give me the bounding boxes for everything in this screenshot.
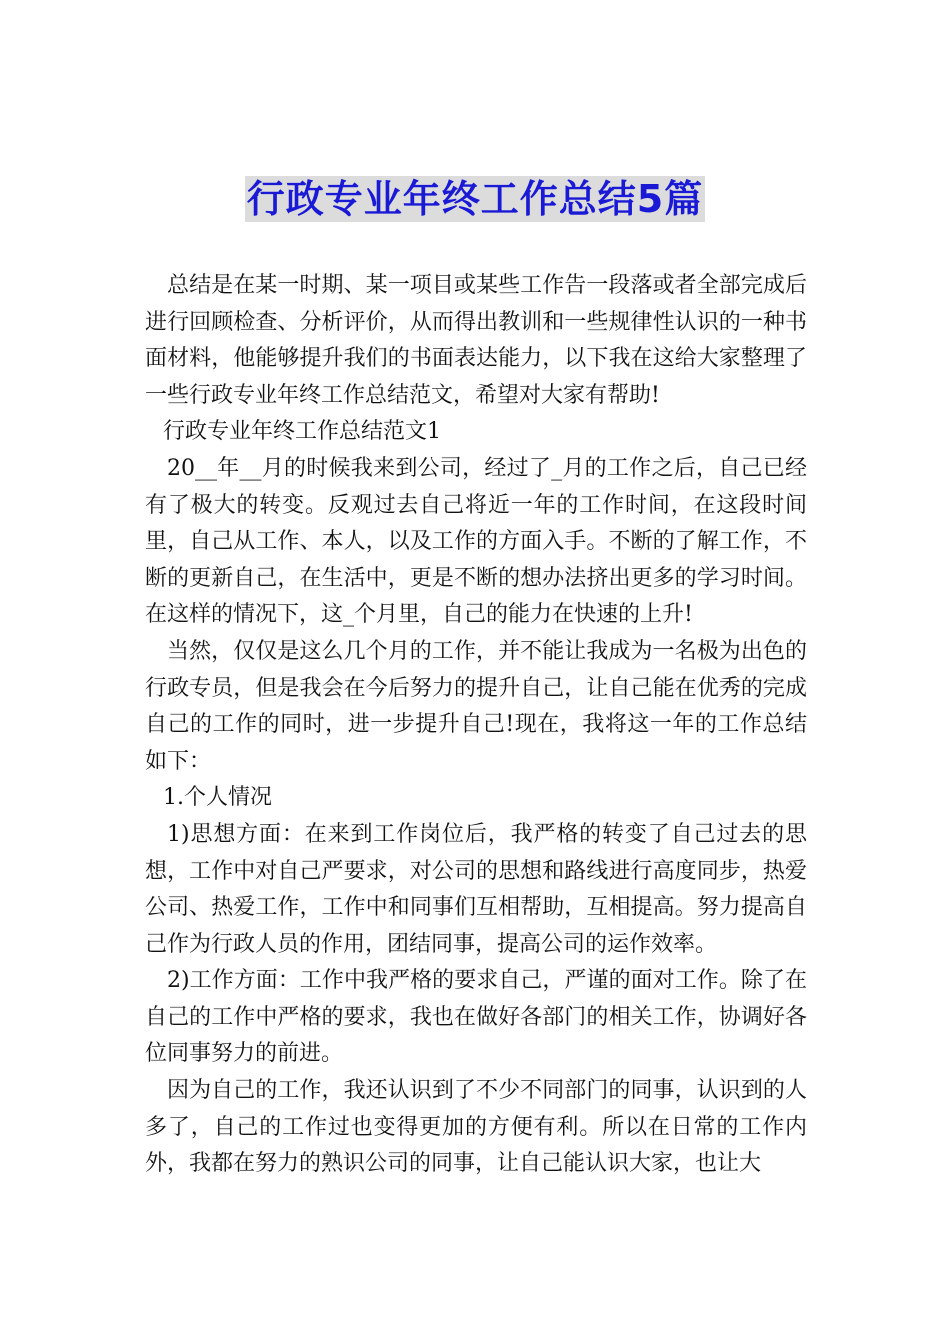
body-paragraph: 因为自己的工作，我还认识到了不少不同部门的同事，认识到的人多了，自己的工作过也变得更加的方便有利。所以在日常的工作内外，我都在努力的熟识公司的同事，让自己能认识大家，也让大	[145, 1078, 807, 1177]
title-container	[0, 176, 950, 222]
body-paragraph: 20__年__月的时候我来到公司，经过了_月的工作之后，自己已经有了极大的转变。反观过去自己将近一年的工作时间，在这段时间里，自己从工作、本人，以及工作的方面入手。不断的了解工作，不断的更新自己，在生活中，更是不断的想办法挤出更多的学习时间。在这样的情况下，这_个月里，自己的能力在快速的上升!	[145, 455, 807, 628]
intro-paragraph: 总结是在某一时期、某一项目或某些工作告一段落或者全部完成后进行回顾检查、分析评价，从而得出教训和一些规律性认识的一种书面材料，他能够提升我们的书面表达能力，以下我在这给大家整理了一些行政专业年终工作总结范文，希望对大家有帮助!	[145, 273, 807, 408]
body-paragraph: 2)工作方面：工作中我严格的要求自己，严谨的面对工作。除了在自己的工作中严格的要求，我也在做好各部门的相关工作，协调好各位同事努力的前进。	[145, 968, 807, 1067]
document-body	[145, 268, 807, 1183]
body-paragraph: 当然，仅仅是这么几个月的工作，并不能让我成为一名极为出色的行政专员，但是我会在今后努力的提升自己，让自己能在优秀的完成自己的工作的同时，进一步提升自己!现在，我将这一年的工作总结如下：	[145, 638, 807, 774]
document-title: 行政专业年终工作总结5篇	[246, 177, 704, 221]
subsection-heading: 1.个人情况	[163, 785, 272, 811]
section-heading: 行政专业年终工作总结范文1	[163, 419, 441, 445]
body-paragraph: 1)思想方面：在来到工作岗位后，我严格的转变了自己过去的思想，工作中对自己严要求，对公司的思想和路线进行高度同步，热爱公司、热爱工作，工作中和同事们互相帮助，互相提高。努力提高自己作为行政人员的作用，团结同事，提高公司的运作效率。	[145, 821, 807, 957]
